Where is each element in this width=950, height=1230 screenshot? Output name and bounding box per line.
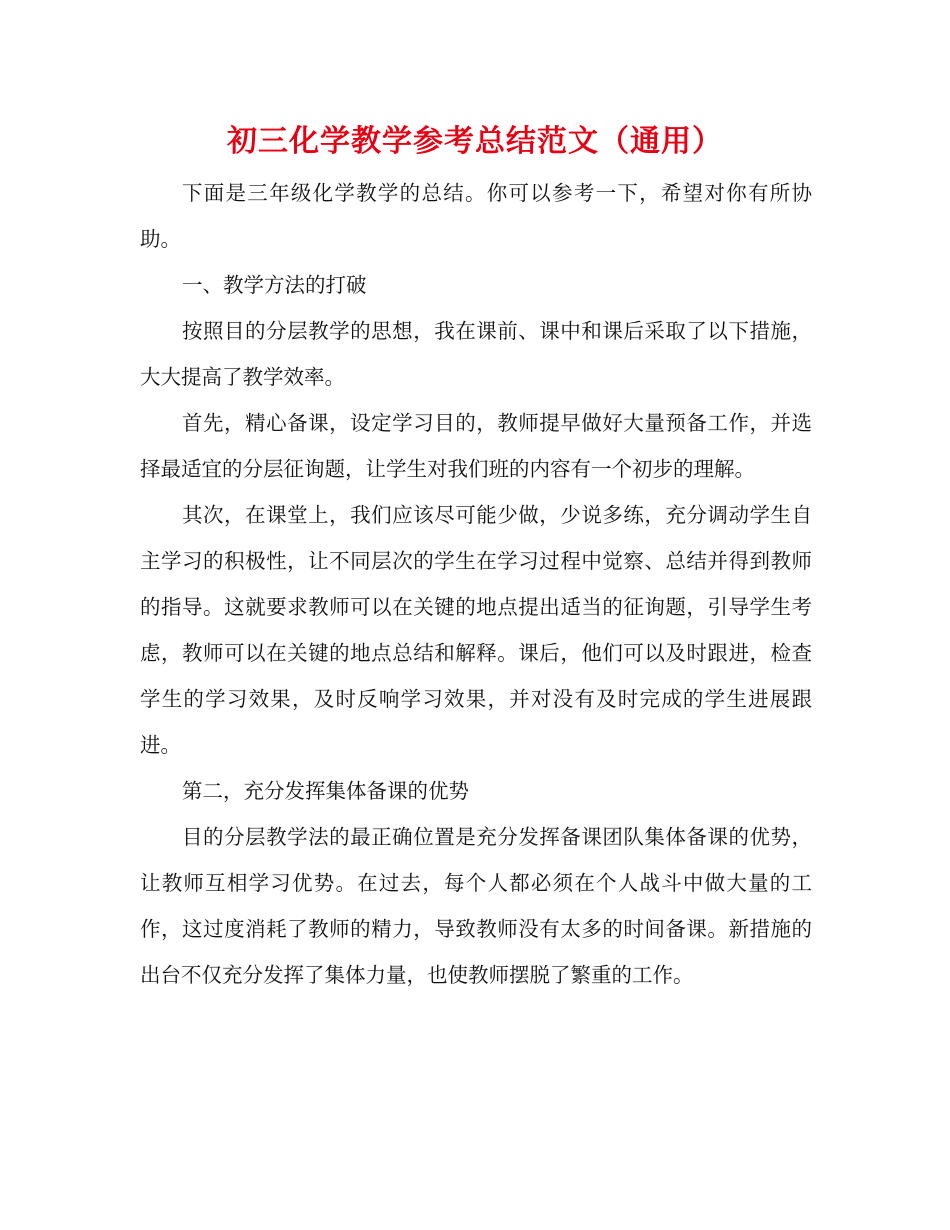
section-heading-2: 第二，充分发挥集体备课的优势 bbox=[182, 779, 469, 803]
paragraph-measures: 按照目的分层教学的思想，我在课前、课中和课后采取了以下措施，大大提高了教学效率。 bbox=[140, 319, 812, 389]
paragraph-intro: 下面是三年级化学教学的总结。你可以参考一下，希望对你有所协助。 bbox=[140, 181, 812, 251]
paragraph-collective: 目的分层教学法的最正确位置是充分发挥备课团队集体备课的优势，让教师互相学习优势。在过去，每个人都必须在个人战斗中做大量的工作，这过度消耗了教师的精力，导致教师没有太多的时间备课。新措施的出台不仅充分发挥了集体力量，也使教师摆脱了繁重的工作。 bbox=[140, 825, 812, 987]
paragraph-second: 其次，在课堂上，我们应该尽可能少做，少说多练，充分调动学生自主学习的积极性，让不同层次的学生在学习过程中觉察、总结并得到教师的指导。这就要求教师可以在关键的地点提出适当的征询题，引导学生考虑，教师可以在关键的地点总结和解释。课后，他们可以及时跟进，检查学生的学习效果，及时反响学习效果，并对没有及时完成的学生进展跟进。 bbox=[140, 503, 812, 757]
document-title: 初三化学教学参考总结范文（通用） bbox=[227, 124, 723, 159]
document-body bbox=[140, 170, 812, 998]
section-heading-1: 一、教学方法的打破 bbox=[182, 273, 367, 297]
paragraph-first: 首先，精心备课，设定学习目的，教师提早做好大量预备工作，并选择最适宜的分层征询题，让学生对我们班的内容有一个初步的理解。 bbox=[140, 411, 812, 481]
